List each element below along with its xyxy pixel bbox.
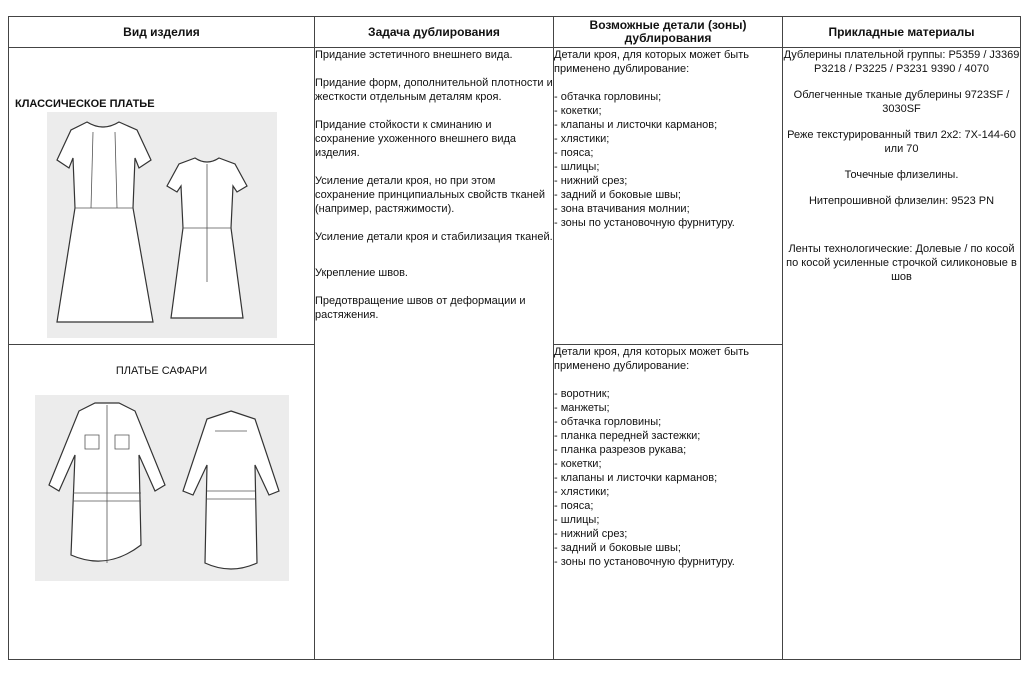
- materials-woven: Облегченные тканые дублерины 9723SF / 3030SF: [793, 89, 1010, 115]
- header-zones: Возможные детали (зоны) дублирования: [554, 17, 783, 48]
- list-item: - шлицы;: [554, 514, 600, 526]
- materials-cell: [783, 48, 1021, 660]
- task-7: Предотвращение швов от деформации и растяжения.: [315, 295, 526, 321]
- product-title-safari: ПЛАТЬЕ САФАРИ: [115, 365, 208, 377]
- materials-interlining: Дублерины плательной группы: P5359 / J3369 P3218 / P3225 / P3231 9390 / 4070: [783, 49, 1020, 75]
- list-item: - зоны по установочную фурнитуру.: [554, 217, 735, 229]
- list-item: - кокетки;: [554, 458, 602, 470]
- list-item: - хлястики;: [554, 133, 610, 145]
- list-item: - клапаны и листочки карманов;: [554, 472, 718, 484]
- header-task: Задача дублирования: [315, 17, 554, 48]
- list-item: - нижний срез;: [554, 175, 628, 187]
- product-title-classic: КЛАССИЧЕСКОЕ ПЛАТЬЕ: [15, 98, 155, 110]
- materials-stitchbond: Нитепрошивной флизелин: 9523 PN: [808, 195, 995, 207]
- zones-cell-classic: [554, 48, 783, 345]
- safari-dress-icon: [35, 395, 289, 581]
- list-item: - кокетки;: [554, 105, 602, 117]
- list-item: - нижний срез;: [554, 528, 628, 540]
- list-item: - шлицы;: [554, 161, 600, 173]
- task-2: Придание форм, дополнительной плотности и жесткости отдельным деталям кроя.: [315, 77, 553, 103]
- safari-dress-sketch: [35, 395, 289, 581]
- classic-dress-icon: [47, 112, 277, 338]
- zones-safari-intro: Детали кроя, для которых может быть применено дублирование:: [554, 346, 749, 372]
- header-product: Вид изделия: [9, 17, 315, 48]
- task-6: Укрепление швов.: [315, 267, 408, 279]
- list-item: - задний и боковые швы;: [554, 189, 681, 201]
- materials-twill: Реже текстурированный твил 2х2: 7Х-144-60 или 70: [787, 129, 1016, 155]
- product-cell-safari: [9, 345, 315, 660]
- row-classic: [9, 48, 1021, 345]
- list-item: - воротник;: [554, 388, 610, 400]
- list-item: - обтачка горловины;: [554, 91, 662, 103]
- list-item: - зона втачивания молнии;: [554, 203, 690, 215]
- materials-tapes: Ленты технологические: Долевые / по косой по косой усиленные строчкой силиконовые в шов: [786, 243, 1017, 283]
- list-item: - пояса;: [554, 147, 594, 159]
- zones-classic-list: [554, 90, 782, 230]
- zones-classic-intro: Детали кроя, для которых может быть применено дублирование:: [554, 49, 749, 75]
- materials-dot-fusible: Точечные флизелины.: [844, 169, 959, 181]
- list-item: - обтачка горловины;: [554, 416, 662, 428]
- zones-safari-list: [554, 387, 782, 569]
- zones-cell-safari: [554, 345, 783, 660]
- list-item: - клапаны и листочки карманов;: [554, 119, 718, 131]
- product-cell-classic: [9, 48, 315, 345]
- task-3: Придание стойкости к сминанию и сохранение ухоженного внешнего вида изделия.: [315, 119, 517, 159]
- header-row: [9, 17, 1021, 48]
- list-item: - хлястики;: [554, 486, 610, 498]
- task-5: Усиление детали кроя и стабилизация тканей.: [315, 231, 553, 243]
- task-1: Придание эстетичного внешнего вида.: [315, 49, 513, 61]
- classic-dress-sketch: [47, 112, 277, 338]
- list-item: - планка передней застежки;: [554, 430, 701, 442]
- header-materials: Прикладные материалы: [783, 17, 1021, 48]
- list-item: - пояса;: [554, 500, 594, 512]
- list-item: - планка разрезов рукава;: [554, 444, 687, 456]
- list-item: - задний и боковые швы;: [554, 542, 681, 554]
- list-item: - манжеты;: [554, 402, 610, 414]
- list-item: - зоны по установочную фурнитуру.: [554, 556, 735, 568]
- interlining-table: [8, 16, 1021, 660]
- task-cell: [315, 48, 554, 660]
- task-4: Усиление детали кроя, но при этом сохранение принципиальных свойств тканей (например, растяжимости).: [315, 175, 546, 215]
